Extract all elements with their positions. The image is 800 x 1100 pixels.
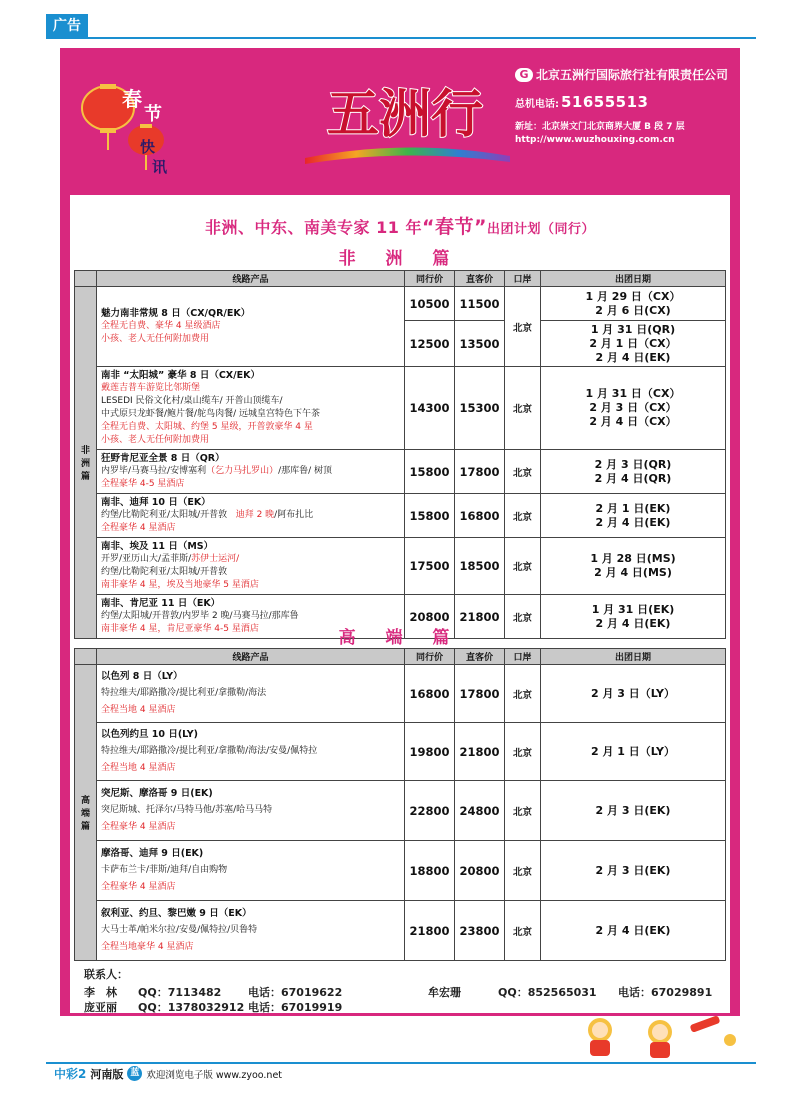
port: 北京 [505,781,541,841]
col-dates: 出团日期 [541,649,726,665]
company-phone: 总机电话: 51655513 [515,93,649,111]
wuzhouxing-logo [285,80,525,175]
contact-phone: 电话：67019622 [248,985,343,999]
top-rule [46,37,756,39]
table-row [75,841,726,901]
lantern-char-4: 讯 [152,158,168,176]
departure-dates: 2 月 3 日(QR) 2 月 4 日(QR) [541,450,726,494]
festive-kids-illustration [560,1010,750,1060]
table-header-row [75,271,726,287]
peer-price: 17500 [405,538,455,595]
bottom-rule [46,1062,756,1064]
table-header-row [75,649,726,665]
col-route: 线路产品 [97,649,405,665]
table-row [75,723,726,781]
africa-side-label: 非 洲 篇 [75,287,97,639]
table-row [75,665,726,723]
peer-price: 12500 [405,321,455,367]
direct-price: 24800 [455,781,505,841]
ad-tag: 广告 [46,14,88,38]
contact-row [84,984,724,999]
port: 北京 [505,287,541,367]
direct-price: 17800 [455,665,505,723]
departure-dates: 1 月 31 日(QR) 2 月 1 日（CX） 2 月 4 日(EK) [541,321,726,367]
peer-price: 15800 [405,494,455,538]
departure-dates: 1 月 29 日（CX） 2 月 6 日(CX) [541,287,726,321]
col-peer-price: 同行价 [405,271,455,287]
contact-qq: QQ：1378032912 [138,1000,245,1014]
route-cell: 魅力南非常规 8 日（CX/QR/EK） 全程无自费、豪华 4 星级酒店 小孩、老人无任何附加费用 [97,287,405,367]
port: 北京 [505,841,541,901]
table-row [75,781,726,841]
contact-name: 牟宏珊 [428,985,461,999]
lantern-char-2: 节 [144,104,162,125]
port: 北京 [505,367,541,450]
route-cell: 南非、迪拜 10 日（EK） 约堡/比勒陀利亚/太阳城/开普敦 迪拜 2 晚/阿布扎比 全程豪华 4 星酒店 [97,494,405,538]
contact-phone: 电话：67029891 [618,985,713,999]
departure-date: 2 月 3 日(EK) [541,781,726,841]
route-cell: 摩洛哥、迪拜 9 日(EK) 卡萨布兰卡/菲斯/迪拜/自由购物 全程豪华 4 星酒店 [97,841,405,901]
company-url[interactable]: http://www.wuzhouxing.com.cn [515,135,675,145]
col-route: 线路产品 [97,271,405,287]
port: 北京 [505,595,541,639]
premium-section-title: 高 端 篇 [338,628,462,648]
contact-name: 李 林 [84,985,117,999]
port: 北京 [505,538,541,595]
company-info [515,66,740,145]
table-row [75,901,726,961]
peer-price: 22800 [405,781,455,841]
contacts-label: 联系人： [84,968,128,981]
direct-price: 21800 [455,723,505,781]
route-cell: 以色列约旦 10 日(LY) 特拉维夫/耶路撒冷/提比利亚/拿撒勒/海法/安曼/佩特拉 全程当地 4 星酒店 [97,723,405,781]
africa-table [74,270,726,639]
direct-price: 11500 [455,287,505,321]
direct-price: 18500 [455,538,505,595]
route-cell: 以色列 8 日（LY） 特拉维夫/耶路撒冷/提比利亚/拿撒勒/海法 全程当地 4 星酒店 [97,665,405,723]
company-address: 新址：北京崇文门北京商界大厦 B 段 7 层 [515,122,685,132]
peer-price: 14300 [405,367,455,450]
premium-side-label: 高 端 篇 [75,665,97,961]
departure-date: 2 月 1 日（LY） [541,723,726,781]
peer-price: 16800 [405,665,455,723]
route-cell: 南非 “太阳城” 豪华 8 日（CX/EK） 戴莲吉普车游览比邻斯堡 LESEDI 民俗文化村/桌山缆车/ 开普山顶缆车/ 中式原只龙虾餐/鲍片餐/鸵鸟肉餐/ 远城皇宫特色下午茶 全程无自费、太阳城、约堡 5 星级，开普敦豪华 4 星 小孩、老人无任何附加费用 [97,367,405,450]
route-cell: 南非、埃及 11 日（MS） 开罗/亚历山大/孟菲斯/苏伊士运河/ 约堡/比勒陀利亚/太阳城/开普敦 南非豪华 4 星，埃及当地豪华 5 星酒店 [97,538,405,595]
direct-price: 15300 [455,367,505,450]
contact-qq: QQ：7113482 [138,985,222,999]
direct-price: 21800 [455,595,505,639]
direct-price: 13500 [455,321,505,367]
direct-price: 17800 [455,450,505,494]
col-port: 口岸 [505,649,541,665]
col-direct-price: 直客价 [455,649,505,665]
lantern-char-3: 快 [140,138,156,156]
port: 北京 [505,665,541,723]
table-row [75,538,726,595]
departure-dates: 1 月 31 日（CX） 2 月 3 日（CX） 2 月 4 日（CX） [541,367,726,450]
route-cell: 叙利亚、约旦、黎巴嫩 9 日（EK） 大马士革/帕米尔拉/安曼/佩特拉/贝鲁特 全程当地豪华 4 星酒店 [97,901,405,961]
departure-date: 2 月 3 日(EK) [541,841,726,901]
departure-dates: 1 月 31 日(EK) 2 月 4 日(EK) [541,595,726,639]
table-row [75,287,726,321]
page-title: 非洲、中东、南美专家 11 年“春节”出团计划（同行） [205,216,595,238]
contact-qq: QQ：852565031 [498,985,597,999]
page-footer [54,1065,282,1082]
peer-price: 18800 [405,841,455,901]
contact-phone: 电话：67019919 [248,1000,343,1014]
peer-price: 20800 [405,595,455,639]
col-peer-price: 同行价 [405,649,455,665]
port: 北京 [505,901,541,961]
port: 北京 [505,494,541,538]
table-row [75,450,726,494]
footer-website[interactable]: 欢迎浏览电子版 www.zyoo.net [146,1069,283,1081]
route-cell: 南非、肯尼亚 11 日（EK） 约堡/太阳城/开普敦/内罗毕 2 晚/马赛马拉/那库鲁 南非豪华 4 星，肯尼亚豪华 4-5 星酒店 [97,595,405,639]
direct-price: 16800 [455,494,505,538]
africa-section-title: 非 洲 篇 [338,249,462,269]
departure-date: 2 月 3 日（LY） [541,665,726,723]
logo-text: 五洲行 [326,84,484,145]
table-row [75,367,726,450]
departure-dates: 1 月 28 日(MS) 2 月 4 日(MS) [541,538,726,595]
premium-table [74,648,726,961]
peer-price: 21800 [405,901,455,961]
contact-name: 庞亚丽 [84,1000,117,1014]
peer-price: 19800 [405,723,455,781]
departure-date: 2 月 4 日(EK) [541,901,726,961]
contacts-block [84,966,724,1014]
company-g-icon: G [515,68,533,82]
col-port: 口岸 [505,271,541,287]
peer-price: 15800 [405,450,455,494]
footer-badge-icon: 蓝 [127,1066,142,1081]
direct-price: 23800 [455,901,505,961]
lantern-char-1: 春 [122,87,142,111]
col-dates: 出团日期 [541,271,726,287]
port: 北京 [505,450,541,494]
route-cell: 狂野肯尼亚全景 8 日（QR） 内罗毕/马赛马拉/安博塞利（乞力马扎罗山）/那库鲁/ 树顶 全程豪华 4-5 星酒店 [97,450,405,494]
departure-dates: 2 月 1 日(EK) 2 月 4 日(EK) [541,494,726,538]
footer-section: 中彩2 [54,1067,87,1081]
table-row [75,494,726,538]
lantern-illustration [70,70,180,180]
peer-price: 10500 [405,287,455,321]
col-direct-price: 直客价 [455,271,505,287]
route-cell: 突尼斯、摩洛哥 9 日(EK) 突尼斯城、托泽尔/马特马他/苏塞/哈马马特 全程豪华 4 星酒店 [97,781,405,841]
footer-edition: 河南版 [90,1067,124,1081]
port: 北京 [505,723,541,781]
direct-price: 20800 [455,841,505,901]
company-name: G 北京五洲行国际旅行社有限责任公司 [515,66,740,83]
